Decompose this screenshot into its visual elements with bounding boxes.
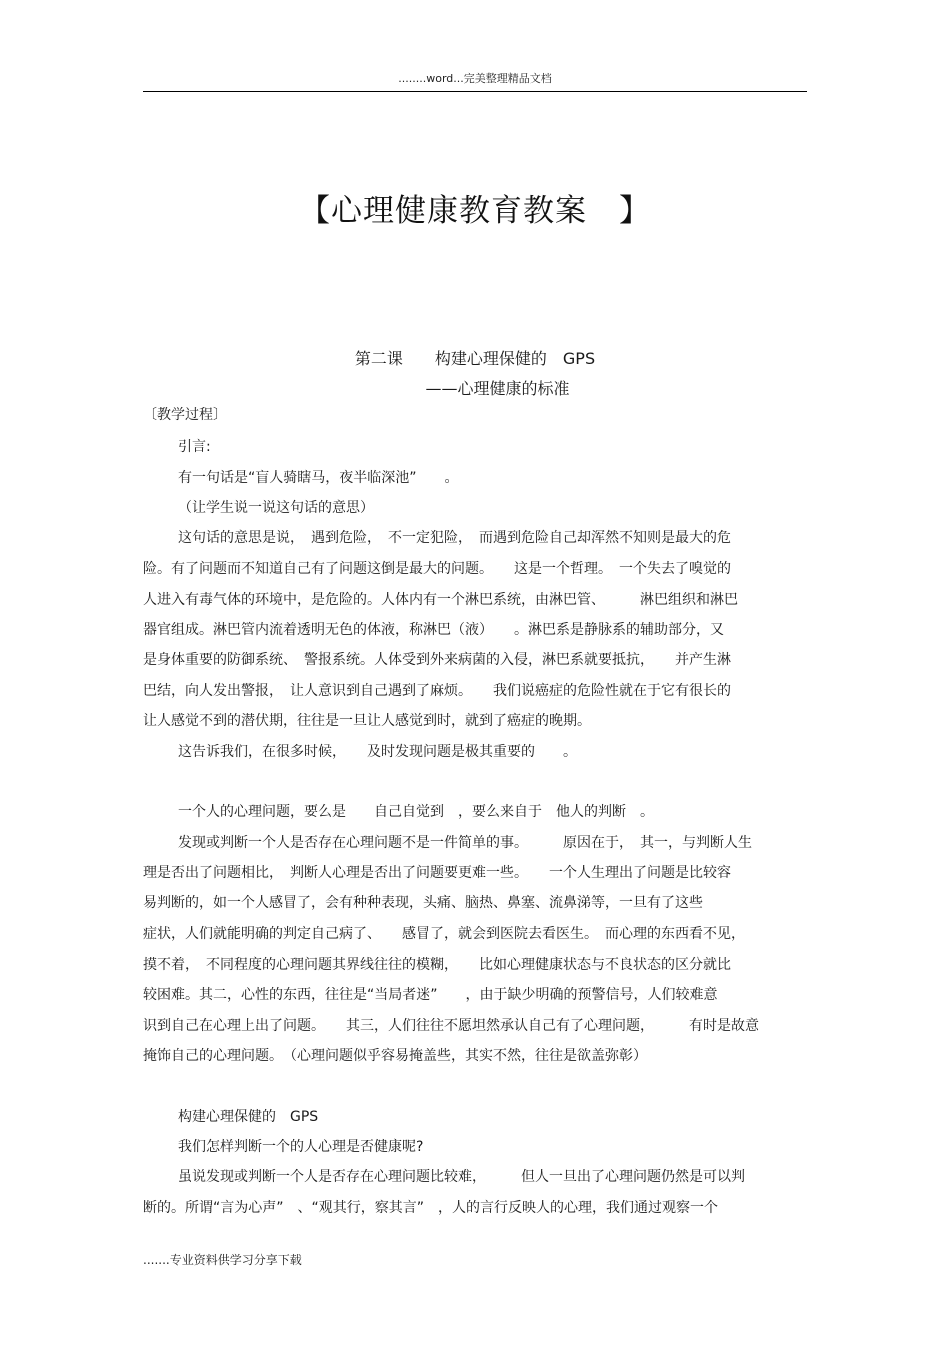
body-line: 人进入有毒气体的环境中，是危险的。人体内有一个淋巴系统，由淋巴管、 淋巴组织和淋巴 <box>143 592 738 608</box>
body-line: 险。有了问题而不知道自己有了问题这倒是最大的问题。 这是一个哲理。 一个失去了嗅觉的 <box>143 561 731 577</box>
section-heading: 构建心理保健的 GPS <box>178 1109 319 1125</box>
page-header: ........word...完美整理精品文档 <box>398 72 552 85</box>
body-line: 引言: <box>178 439 211 455</box>
body-line: 这句话的意思是说， 遇到危险， 不一定犯险， 而遇到危险自己却浑然不知则是最大的危 <box>178 530 731 546</box>
body-line: 这告诉我们，在很多时候， 及时发现问题是极其重要的 。 <box>178 744 577 760</box>
body-line: 摸不着， 不同程度的心理问题其界线往往的模糊， 比如心理健康状态与不良状态的区分就比 <box>143 957 731 973</box>
body-line: 掩饰自己的心理问题。 （心理问题似乎容易掩盖些，其实不然，往往是欲盖弥彰） <box>143 1048 647 1064</box>
body-line: 症状，人们就能明确的判定自己病了、 感冒了，就会到医院去看医生。 而心理的东西看不见， <box>143 926 745 942</box>
body-line: 理是否出了问题相比， 判断人心理是否出了问题要更难一些。 一个人生理出了问题是比较容 <box>143 865 731 881</box>
body-line: 器官组成。淋巴管内流着透明无色的体液，称淋巴（液） 。淋巴系是静脉系的辅助部分，又 <box>143 622 724 638</box>
body-line: 是身体重要的防御系统、 警报系统。人体受到外来病菌的入侵，淋巴系就要抵抗， 并产生淋 <box>143 652 731 668</box>
body-line: （让学生说一说这句话的意思） <box>178 500 374 516</box>
body-line: 虽说发现或判断一个人是否存在心理问题比较难， 但人一旦出了心理问题仍然是可以判 <box>178 1169 745 1185</box>
header-divider <box>143 91 807 92</box>
body-line: 易判断的，如一个人感冒了，会有种种表现，头痛、脑热、鼻塞、流鼻涕等，一旦有了这些 <box>143 895 703 911</box>
section-label: 〔教学过程〕 <box>143 407 227 423</box>
body-line: 发现或判断一个人是否存在心理问题不是一件简单的事。 原因在于， 其一，与判断人生 <box>178 835 752 851</box>
lesson-subtitle: ——心理健康的标准 <box>425 379 570 398</box>
body-line: 巴结，向人发出警报， 让人意识到自己遇到了麻烦。 我们说癌症的危险性就在于它有很长的 <box>143 683 731 699</box>
body-line: 断的。所谓“言为心声” 、“观其行，察其言” ，人的言行反映人的心理，我们通过观察一个 <box>143 1200 719 1216</box>
body-line: 识到自己在心理上出了问题。 其三，人们往往不愿坦然承认自己有了心理问题， 有时是故意 <box>143 1018 759 1034</box>
body-line: 有一句话是“盲人骑瞎马，夜半临深池” 。 <box>178 470 459 486</box>
body-line: 让人感觉不到的潜伏期，往往是一旦让人感觉到时，就到了癌症的晚期。 <box>143 713 591 729</box>
page-footer: .......专业资料供学习分享下载 <box>143 1253 302 1267</box>
document-title: 【心理健康教育教案 】 <box>299 193 651 229</box>
body-line: 我们怎样判断一个的人心理是否健康呢? <box>178 1139 424 1155</box>
body-line: 一个人的心理问题，要么是 自己自觉到 ，要么来自于 他人的判断 。 <box>178 804 654 820</box>
body-line: 较困难。其二，心性的东西，往往是“当局者迷” ，由于缺少明确的预警信号，人们较难意 <box>143 987 718 1003</box>
lesson-heading: 第二课 构建心理保健的 GPS <box>354 349 596 368</box>
